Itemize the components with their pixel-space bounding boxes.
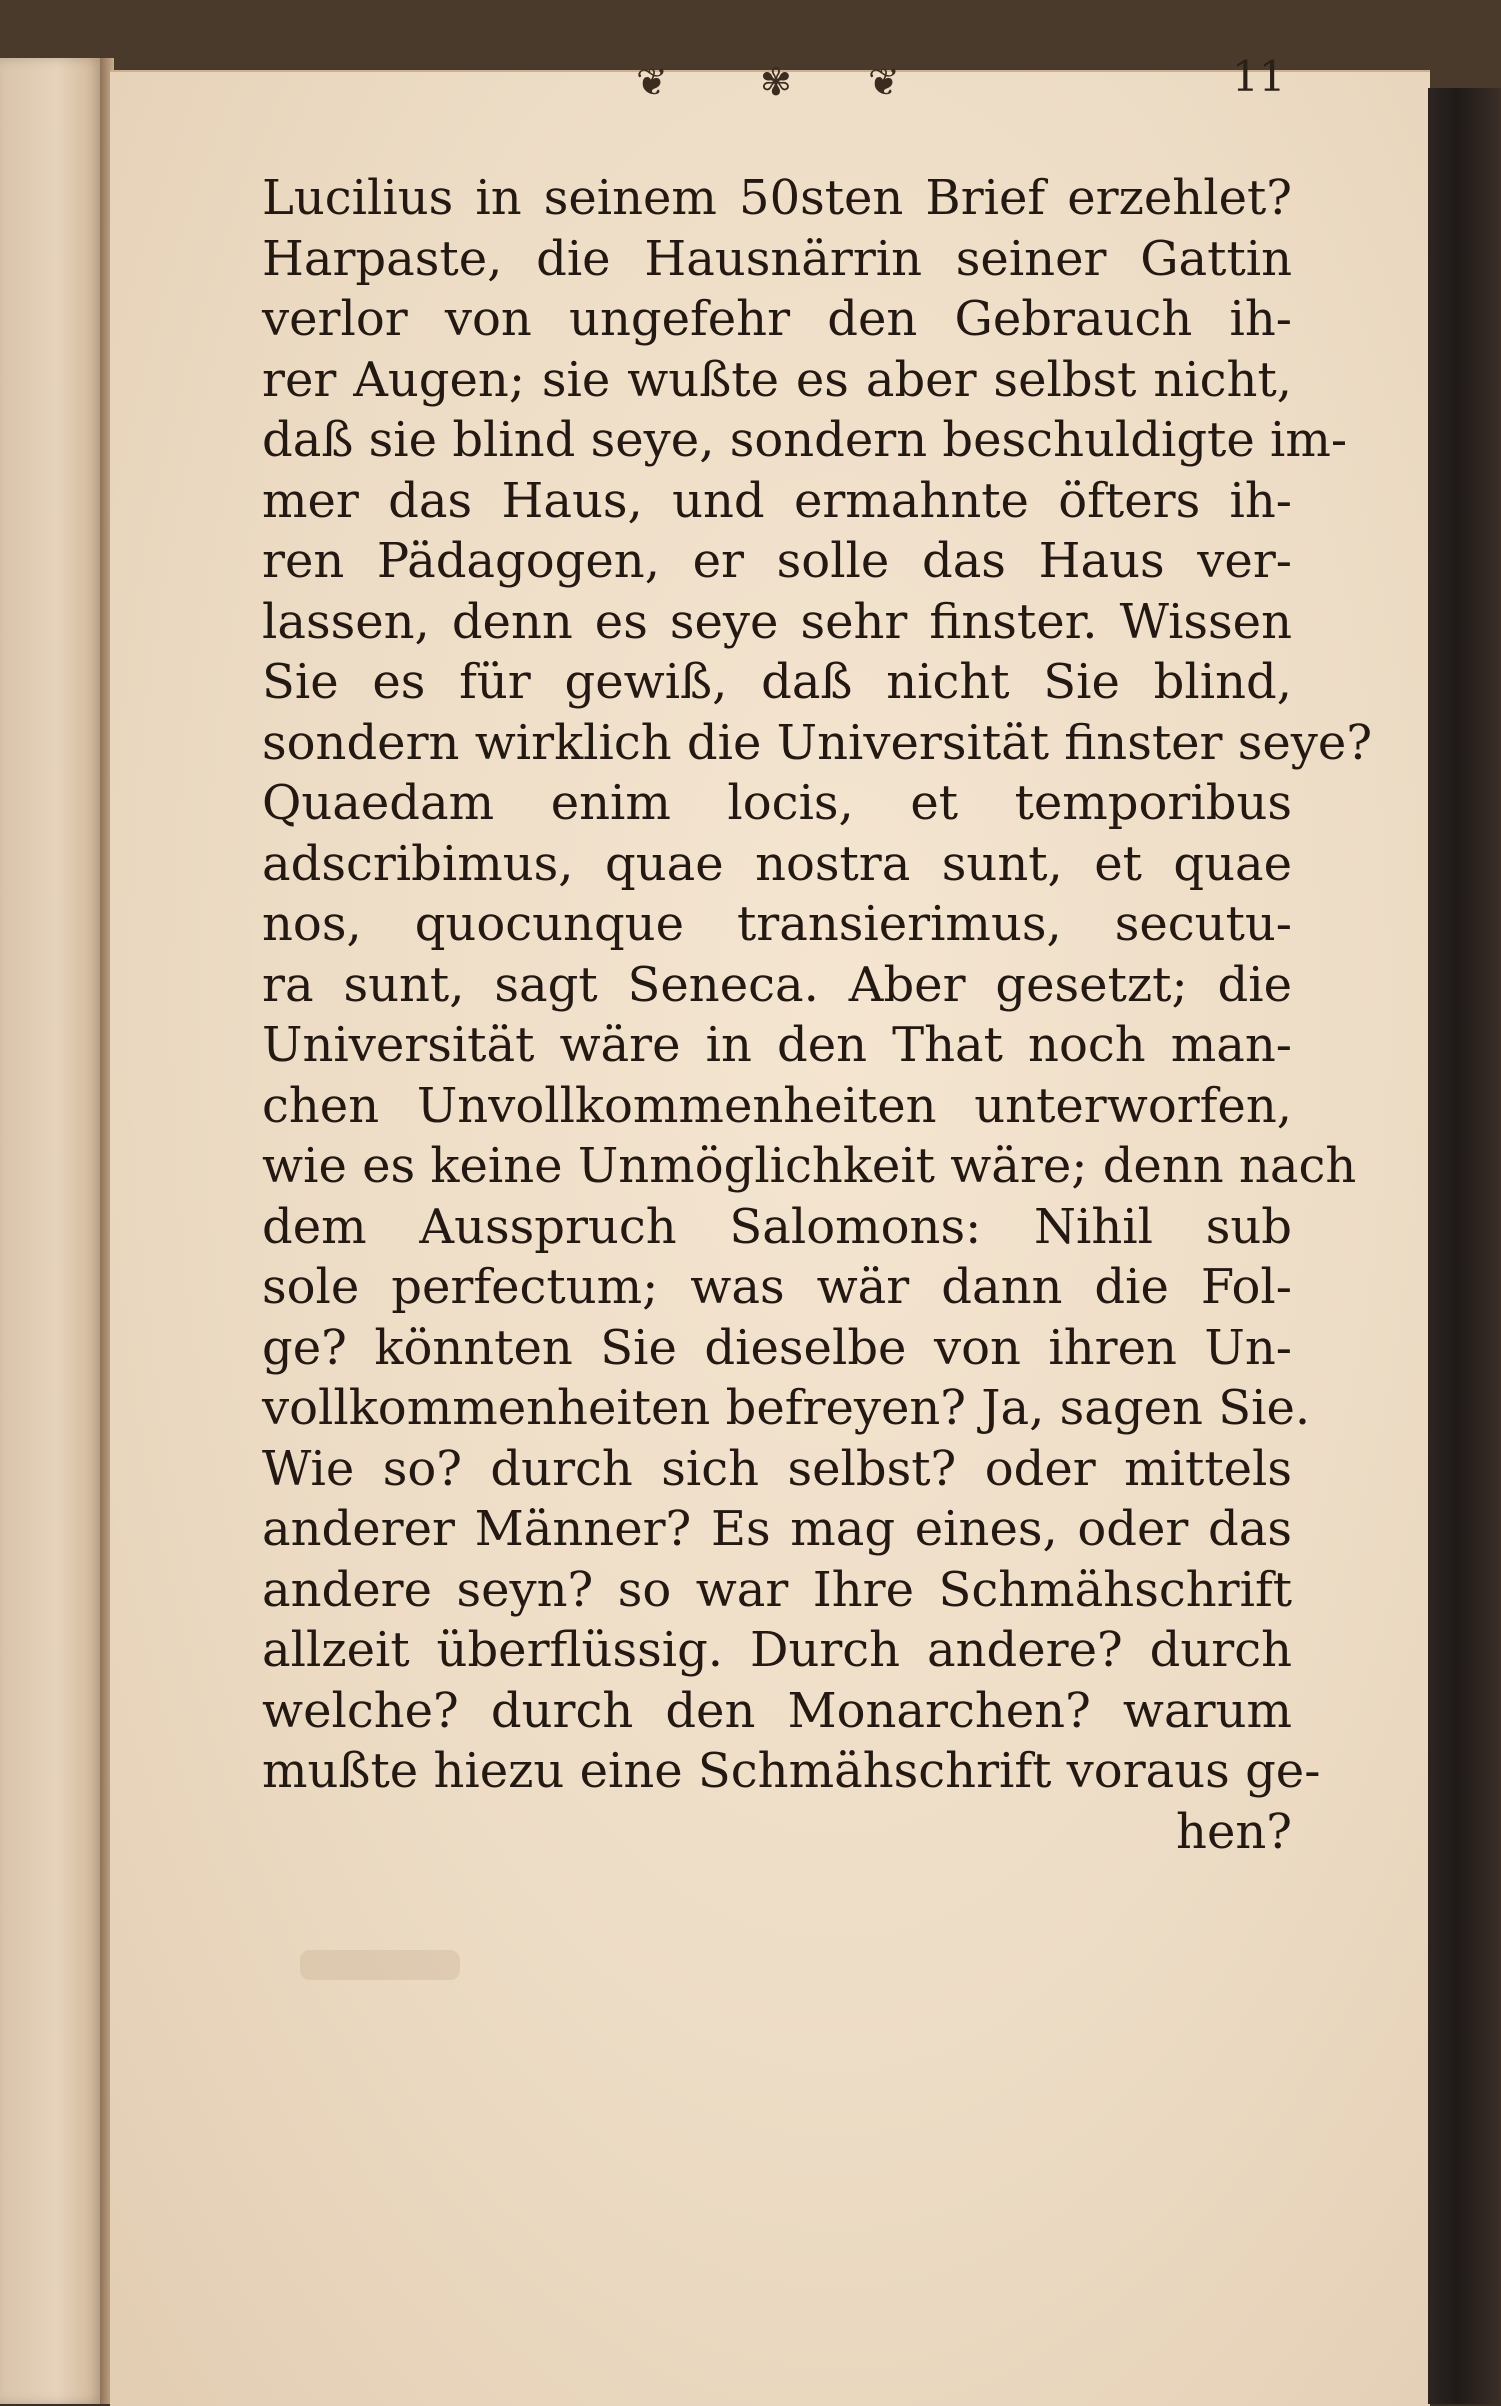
ornament-icon-center: ✾ <box>760 60 832 104</box>
text-line: Quaedam enim locis, et temporibus <box>262 775 1292 831</box>
text-line: verlor von ungefehr den Gebrauch ih- <box>262 291 1292 347</box>
text-line: ren Pädagogen, er solle das Haus ver- <box>262 533 1292 589</box>
text-line: welche? durch den Monarchen? warum <box>262 1682 1292 1739</box>
body-text <box>262 168 1373 1862</box>
text-line: Harpaste, die Hausnärrin seiner Gattin <box>262 230 1292 287</box>
text-line: daß sie blind seye, sondern beschuldigte im- <box>262 412 1348 468</box>
ornament-icon-right: ❦ <box>868 60 940 104</box>
text-line: hen? <box>1176 1803 1292 1860</box>
text-line: mer das Haus, und ermahnte öfters ih- <box>262 472 1292 529</box>
text-line: adscribimus, quae nostra sunt, et quae <box>262 835 1292 892</box>
text-line: Wie so? durch sich selbst? oder mittels <box>262 1440 1292 1497</box>
text-line: ge? könnten Sie dieselbe von ihren Un- <box>262 1319 1292 1376</box>
text-line: dem Ausspruch Salomons: Nihil sub <box>262 1198 1292 1255</box>
text-line: sole perfectum; was wär dann die Fol- <box>262 1259 1292 1315</box>
left-page-edge <box>0 58 105 2404</box>
text-line: sondern wirklich die Universität finster seye? <box>262 714 1373 771</box>
text-line: lassen, denn es seye sehr finster. Wissen <box>262 593 1292 650</box>
text-line: wie es keine Unmöglichkeit wäre; denn nach <box>262 1138 1357 1194</box>
text-line: andere seyn? so war Ihre Schmähschrift <box>262 1561 1292 1618</box>
faint-ink-mark <box>300 1950 460 1980</box>
text-line: Sie es für gewiß, daß nicht Sie blind, <box>262 654 1292 710</box>
page-number: 11 <box>1232 52 1286 101</box>
cover-edge <box>1428 88 1501 2404</box>
text-line: Lucilius in seinem 50sten Brief erzehlet? <box>262 170 1292 226</box>
text-line: allzeit überflüssig. Durch andere? durch <box>262 1622 1292 1678</box>
text-line: rer Augen; sie wußte es aber selbst nicht, <box>262 351 1292 408</box>
text-line: anderer Männer? Es mag eines, oder das <box>262 1501 1292 1557</box>
text-line: vollkommenheiten befreyen? Ja, sagen Sie. <box>262 1380 1311 1436</box>
text-line: mußte hiezu eine Schmähschrift voraus ge- <box>262 1743 1321 1799</box>
text-line: chen Unvollkommenheiten unterworfen, <box>262 1077 1292 1134</box>
text-line: Universität wäre in den That noch man- <box>262 1017 1292 1073</box>
ornament-icon-left: ❦ <box>636 60 708 104</box>
text-line: nos, quocunque transierimus, secutu- <box>262 896 1292 952</box>
text-line: ra sunt, sagt Seneca. Aber gesetzt; die <box>262 956 1292 1013</box>
